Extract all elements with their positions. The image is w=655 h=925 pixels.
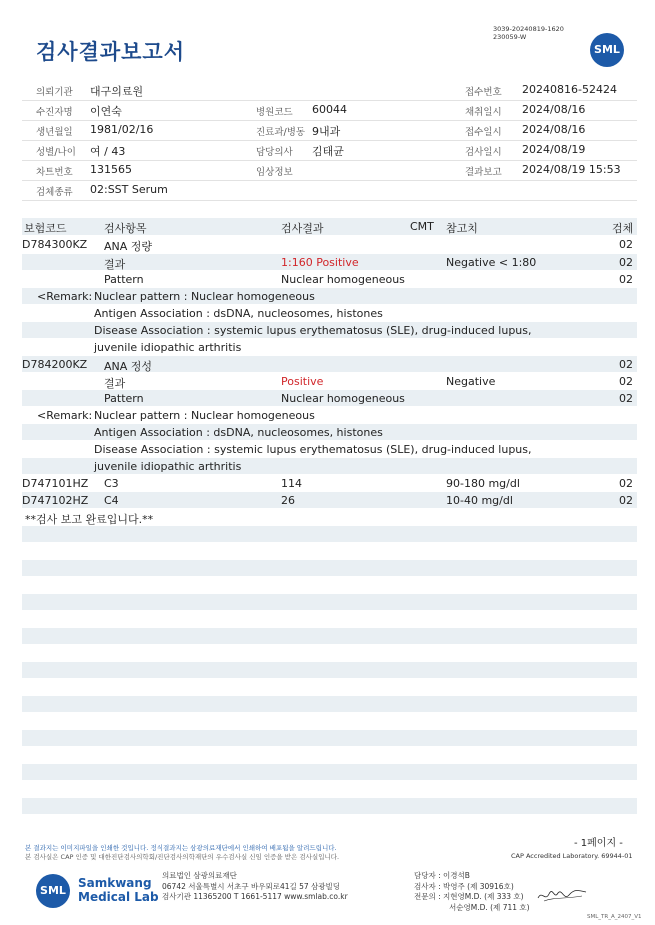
row-8-result: Positive — [281, 375, 324, 388]
row-8-ref: Negative — [446, 375, 496, 388]
report-line-band — [22, 560, 637, 576]
staff-tester: 박영주 (제 30916호) — [443, 881, 514, 891]
company-name-line1: Samkwang — [78, 876, 152, 890]
col-code-header: 보험코드 — [24, 222, 67, 235]
row-9-specimen: 02 — [619, 392, 633, 405]
document-id — [493, 26, 564, 41]
collect-date-label: 채취일시 — [465, 107, 502, 118]
col-specimen-header: 검체 — [612, 222, 634, 235]
patient-name-label: 수진자명 — [36, 107, 73, 118]
page-number: - 1페이지 - — [574, 838, 623, 849]
dept-value: 9내과 — [312, 125, 341, 138]
birth-label: 생년월일 — [36, 127, 73, 138]
row-8-item: 결과 — [104, 377, 126, 390]
company-address — [162, 871, 348, 903]
remark-line: Antigen Association : dsDNA, nucleosomes, histones — [94, 426, 383, 439]
address-line2: 06742 서울특별시 서초구 바우뫼로41길 57 삼광빌딩 — [162, 881, 341, 891]
remark-label: <Remark: — [37, 409, 93, 422]
row-1-specimen: 02 — [619, 256, 633, 269]
remark-line: Nuclear pattern : Nuclear homogeneous — [94, 290, 315, 303]
row-7-code: D784200KZ — [22, 358, 88, 371]
document-id-line2: 230059-W — [493, 32, 527, 41]
row-15-ref: 10-40 mg/dl — [446, 494, 513, 507]
results-table-header — [22, 218, 637, 235]
cap-accreditation: CAP Accredited Laboratory. 69944-01 — [511, 852, 633, 860]
staff-tester-label: 검사자 : — [414, 881, 441, 891]
report-line-band — [22, 662, 637, 678]
institution-label: 의뢰기관 — [36, 87, 73, 98]
address-line3: 검사기관 11365200 T 1661-5117 www.smlab.co.kr — [162, 892, 348, 901]
row-15-item: C4 — [104, 494, 119, 507]
specimen-value: 02:SST Serum — [90, 183, 168, 196]
row-0-item: ANA 정량 — [104, 240, 153, 253]
company-name-line2: Medical Lab — [78, 890, 159, 904]
col-ref-header: 참고치 — [446, 222, 478, 235]
remark-line: Disease Association : systemic lupus erythematosus (SLE), drug-induced lupus, — [94, 443, 532, 456]
specimen-label: 검체종류 — [36, 187, 73, 198]
row-2-item: Pattern — [104, 273, 144, 286]
hospital-code-value: 60044 — [312, 103, 347, 116]
birth-value: 1981/02/16 — [90, 123, 154, 136]
dept-label: 진료과/병동 — [256, 127, 306, 138]
receipt-date-value: 2024/08/16 — [522, 123, 586, 136]
chart-no-value: 131565 — [90, 163, 132, 176]
patient-name-value: 이연숙 — [90, 105, 122, 118]
hospital-code-label: 병원코드 — [256, 107, 293, 118]
document-id-line1: 3039-20240819-1620 — [493, 25, 564, 33]
row-8-specimen: 02 — [619, 375, 633, 388]
col-cmt-header: CMT — [410, 220, 434, 233]
page-title: 검사결과보고서 — [36, 40, 186, 64]
row-0-specimen: 02 — [619, 238, 633, 251]
row-14-ref: 90-180 mg/dl — [446, 477, 520, 490]
row-9-item: Pattern — [104, 392, 144, 405]
staff-specialist-2: 서순영M.D. (제 711 호) — [449, 902, 530, 912]
footer-note-image: 본 결과지는 이미지파일을 인쇄한 것입니다. 정식결과지는 삼광의료재단에서 인쇄하여 배포됨을 알려드립니다. — [25, 844, 337, 852]
row-15-code: D747102HZ — [22, 494, 89, 507]
row-2-result: Nuclear homogeneous — [281, 273, 405, 286]
row-7-item: ANA 정성 — [104, 360, 153, 373]
remark-line: juvenile idiopathic arthritis — [94, 460, 242, 473]
address-line1: 의료법인 삼광의료재단 — [162, 871, 237, 880]
info-row-5 — [22, 160, 637, 181]
receipt-no-label: 접수번호 — [465, 87, 502, 98]
row-1-item: 결과 — [104, 258, 126, 271]
collect-date-value: 2024/08/16 — [522, 103, 586, 116]
report-line-band — [22, 798, 637, 814]
info-row-2 — [22, 100, 637, 121]
form-code: SML_TR_A_2407_V1 — [587, 914, 642, 920]
sml-logo: SML — [590, 33, 624, 67]
report-line-band — [22, 696, 637, 712]
col-result-header: 검사결과 — [281, 222, 324, 235]
staff-manager: 이경석B — [443, 871, 470, 880]
remark-label: <Remark: — [37, 290, 93, 303]
footer-logo: SML — [36, 874, 70, 908]
company-name — [78, 876, 159, 904]
footer-note-cap: 본 검사실은 CAP 인증 및 대한진단검사의학회/진단검사의학재단의 우수검사실 신임 인증을 받은 검사실입니다. — [25, 853, 340, 861]
row-14-specimen: 02 — [619, 477, 633, 490]
row-1-ref: Negative < 1:80 — [446, 256, 537, 269]
report-line-band — [22, 730, 637, 746]
signature-icon — [536, 886, 588, 904]
remark-line: Antigen Association : dsDNA, nucleosomes, histones — [94, 307, 383, 320]
row-15-specimen: 02 — [619, 494, 633, 507]
info-row-6 — [22, 180, 637, 201]
staff-specialist-label: 전문의 : — [414, 892, 441, 901]
staff-manager-label: 담당자 : — [414, 871, 441, 880]
test-date-value: 2024/08/19 — [522, 143, 586, 156]
report-complete-note: **검사 보고 완료입니다.** — [25, 513, 154, 526]
info-row-3 — [22, 120, 637, 141]
row-14-item: C3 — [104, 477, 119, 490]
staff-block — [414, 871, 530, 913]
info-row-4 — [22, 140, 637, 161]
report-line-band — [22, 764, 637, 780]
row-15-result: 26 — [281, 494, 295, 507]
institution-value: 대구의료원 — [90, 85, 144, 98]
report-date-value: 2024/08/19 15:53 — [522, 163, 621, 176]
report-line-band — [22, 628, 637, 644]
row-1-result: 1:160 Positive — [281, 256, 359, 269]
remark-line: juvenile idiopathic arthritis — [94, 341, 242, 354]
sex-age-label: 성별/나이 — [36, 147, 76, 158]
row-9-result: Nuclear homogeneous — [281, 392, 405, 405]
receipt-no-value: 20240816-52424 — [522, 83, 617, 96]
row-14-code: D747101HZ — [22, 477, 89, 490]
remark-line: Nuclear pattern : Nuclear homogeneous — [94, 409, 315, 422]
col-item-header: 검사항목 — [104, 222, 147, 235]
row-14-result: 114 — [281, 477, 302, 490]
doctor-label: 담당의사 — [256, 147, 293, 158]
clinical-info-label: 임상정보 — [256, 167, 293, 178]
report-line-band — [22, 594, 637, 610]
doctor-value: 김태균 — [312, 145, 344, 158]
test-date-label: 검사일시 — [465, 147, 502, 158]
row-7-specimen: 02 — [619, 358, 633, 371]
chart-no-label: 차트번호 — [36, 167, 73, 178]
row-2-specimen: 02 — [619, 273, 633, 286]
remark-line: Disease Association : systemic lupus erythematosus (SLE), drug-induced lupus, — [94, 324, 532, 337]
row-0-code: D784300KZ — [22, 238, 88, 251]
report-date-label: 결과보고 — [465, 167, 502, 178]
sex-age-value: 여 / 43 — [90, 145, 126, 158]
report-line-band — [22, 526, 637, 542]
staff-specialist-1: 지현영M.D. (제 333 호) — [443, 892, 524, 901]
receipt-date-label: 접수일시 — [465, 127, 502, 138]
info-row-1 — [22, 80, 637, 101]
